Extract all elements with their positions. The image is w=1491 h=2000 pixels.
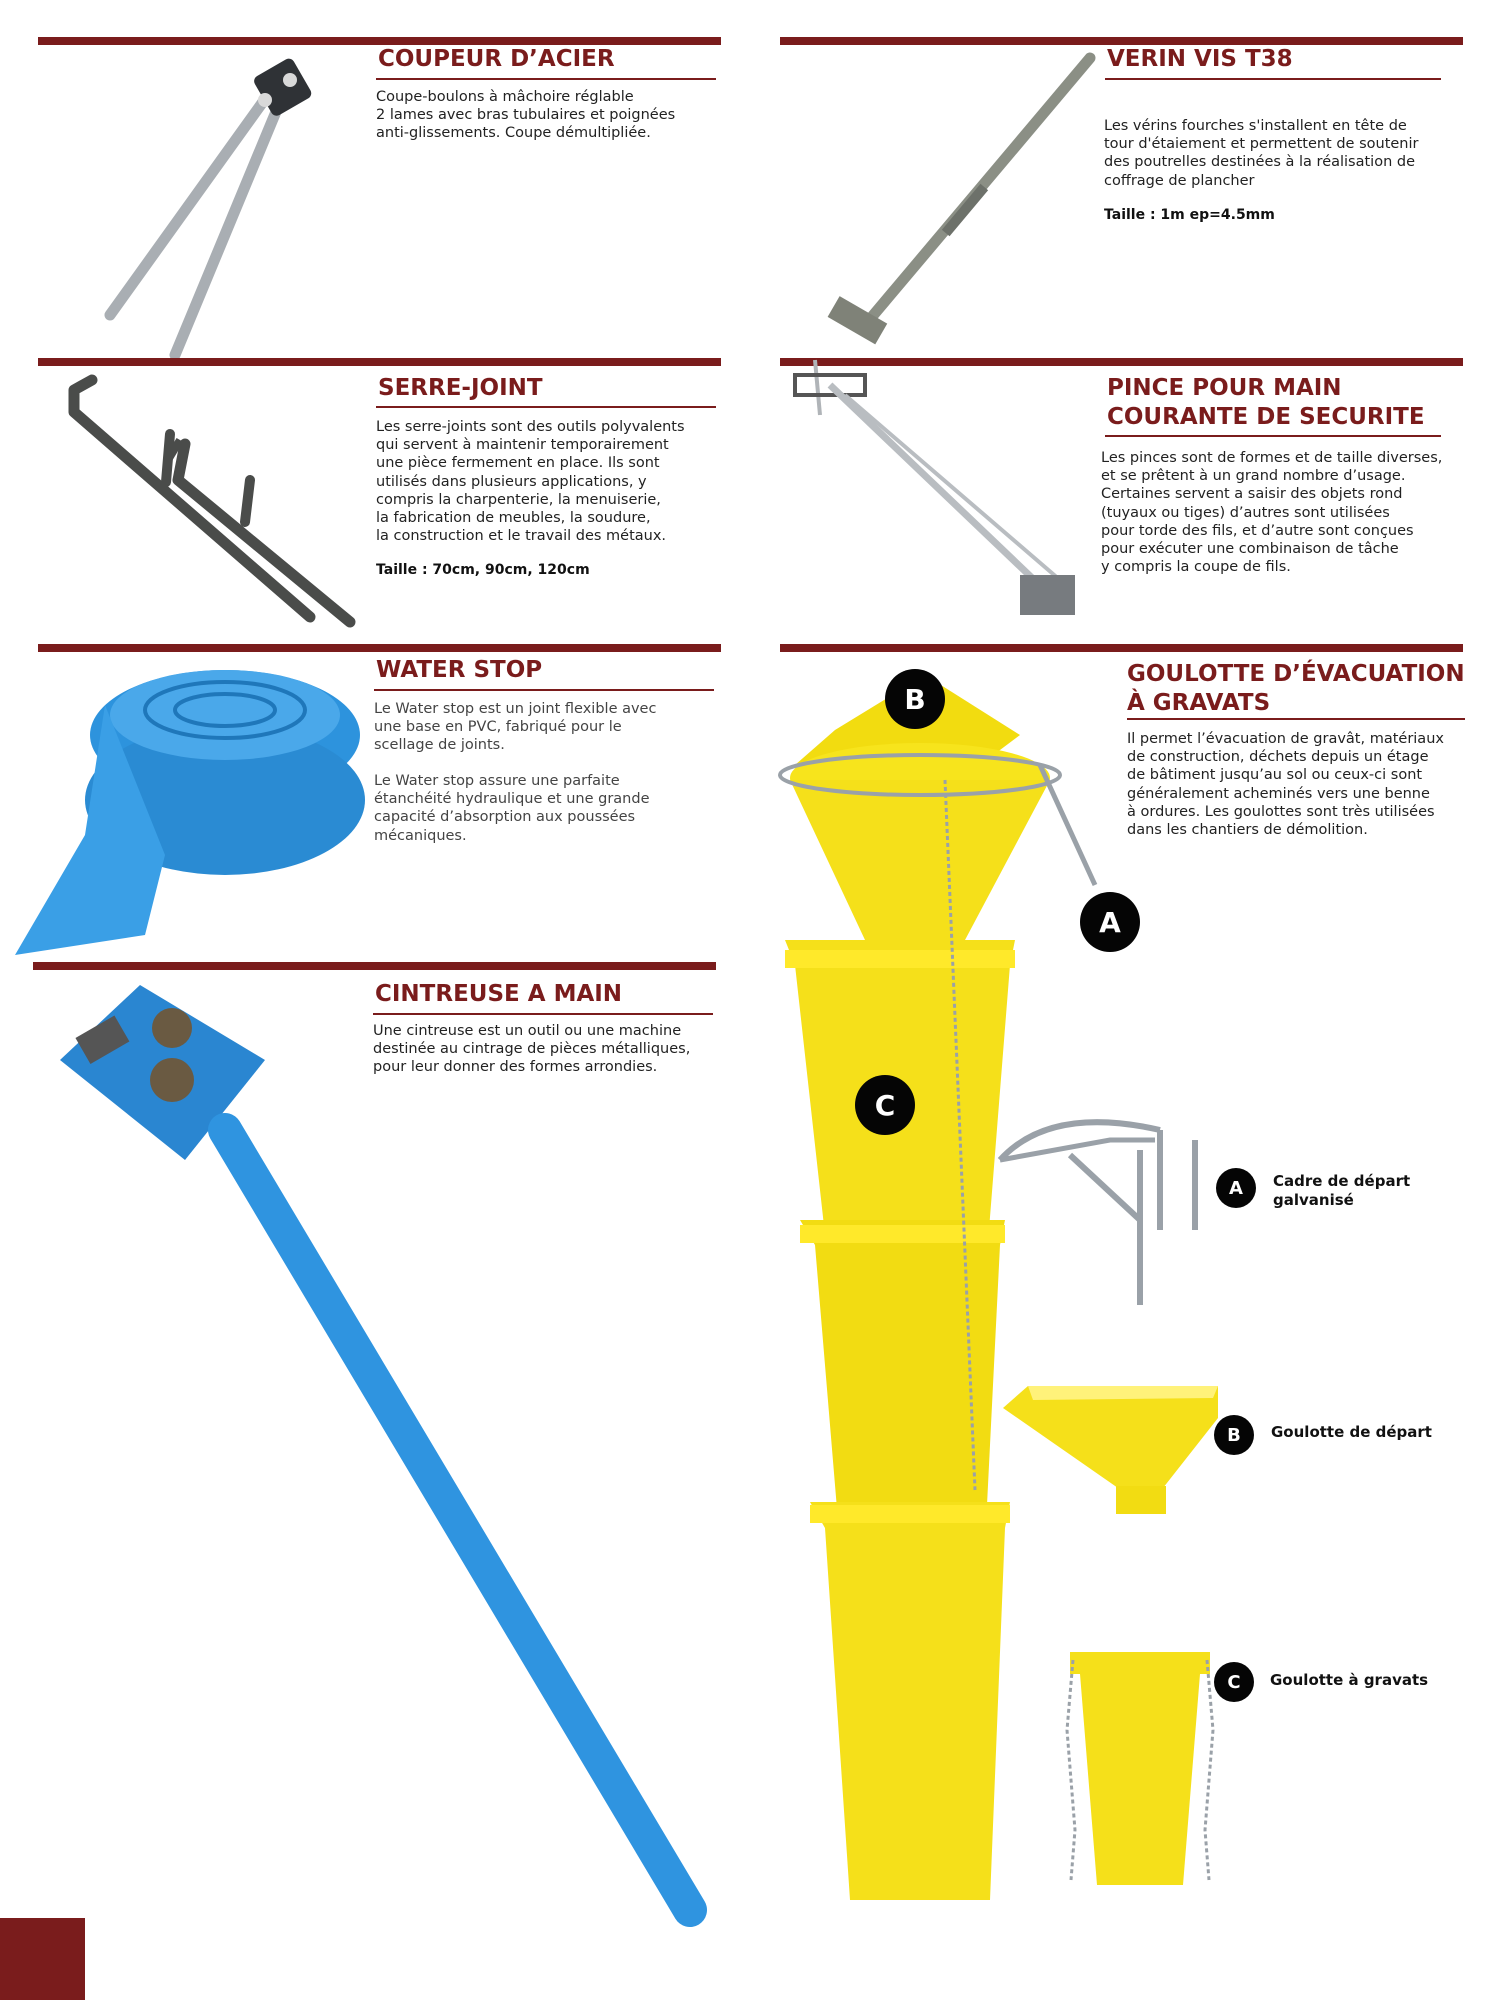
jack-screw-image [820, 50, 1100, 360]
serre-description: Les serre-joints sont des outils polyvalents qui servent à maintenir temporairement une pièce fermement en place. Ils sont utilisés dans plusieurs applications, y compris la charpenterie, la menuiserie, la fabrication de meubles, la soudure, la construction et le travail des métaux. [376, 419, 685, 545]
section-rule [780, 644, 1463, 652]
waterstop-description-1: Le Water stop est un joint flexible avec une base en PVC, fabriqué pour le scellage de joints. [374, 701, 657, 754]
bolt-cutter-image [90, 45, 320, 365]
cintreuse-title: CINTREUSE A MAIN [375, 981, 623, 1007]
cintreuse-underline [373, 1013, 713, 1015]
part-b-label: Goulotte de départ [1271, 1423, 1432, 1441]
waterstop-title: WATER STOP [376, 657, 543, 683]
callout-a-badge: A [1080, 892, 1140, 952]
guardrail-clamp-image [790, 355, 1100, 635]
goulotte-underline [1127, 718, 1465, 720]
part-c-badge: C [1214, 1662, 1254, 1702]
coupeur-title: COUPEUR D’ACIER [378, 46, 615, 72]
goulotte-title: GOULOTTE D’ÉVACUATION À GRAVATS [1127, 661, 1465, 716]
callout-c-badge: C [855, 1075, 915, 1135]
verin-title: VERIN VIS T38 [1107, 46, 1293, 72]
serre-underline [376, 406, 716, 408]
coupeur-description: Coupe-boulons à mâchoire réglable 2 lames avec bras tubulaires et poignées anti-glissements. Coupe démultipliée. [376, 89, 676, 142]
part-a-label: Cadre de départ galvanisé [1273, 1172, 1411, 1209]
page-corner-accent [0, 1918, 85, 2000]
part-a-badge: A [1216, 1168, 1256, 1208]
pince-underline [1105, 435, 1441, 437]
verin-underline [1105, 78, 1441, 80]
start-frame-image [990, 1110, 1210, 1310]
section-rule [38, 37, 721, 45]
hand-bender-image [60, 980, 710, 1925]
cintreuse-description: Une cintreuse est un outil ou une machine destinée au cintrage de pièces métalliques, pour leur donner des formes arrondies. [373, 1023, 691, 1076]
waterstop-underline [374, 689, 714, 691]
rubble-chute-section-image [1065, 1650, 1215, 1890]
part-b-badge: B [1214, 1415, 1254, 1455]
waterstop-description-2: Le Water stop assure une parfaite étanchéité hydraulique et une grande capacité d’absorption aux poussées mécaniques. [374, 773, 650, 844]
coupeur-underline [376, 78, 716, 80]
serre-size: Taille : 70cm, 90cm, 120cm [376, 562, 590, 578]
section-rule [38, 644, 721, 652]
section-rule [780, 37, 1463, 45]
pince-description: Les pinces sont de formes et de taille diverses, et se prêtent à un grand nombre d’usage. Certaines servent a saisir des objets rond (tuyaux ou tiges) d’autres sont utilisées pour torde des fils, et d’autre sont conçues pour exécuter une combinaison de tâche y compris la coupe de fils. [1101, 450, 1443, 576]
goulotte-description: Il permet l’évacuation de gravât, matériaux de construction, déchets depuis un étage de bâtiment jusqu’au sol ou ceux-ci sont généralement acheminés vers une benne à ordures. Les goulottes sont très utilisées dans les chantiers de démolition. [1127, 731, 1444, 839]
part-c-label: Goulotte à gravats [1270, 1671, 1429, 1689]
verin-size: Taille : 1m ep=4.5mm [1104, 207, 1275, 223]
water-stop-image [15, 655, 365, 960]
section-rule [33, 962, 716, 970]
serre-title: SERRE-JOINT [378, 375, 543, 401]
clamp-image [60, 372, 380, 632]
verin-description: Les vérins fourches s'installent en tête de tour d'étaiement et permettent de soutenir des poutrelles destinées à la réalisation de coffrage de plancher [1104, 118, 1419, 189]
pince-title: PINCE POUR MAIN COURANTE DE SECURITE [1107, 375, 1425, 430]
section-rule [38, 358, 721, 366]
start-chute-image [1003, 1378, 1223, 1518]
callout-b-badge: B [885, 669, 945, 729]
